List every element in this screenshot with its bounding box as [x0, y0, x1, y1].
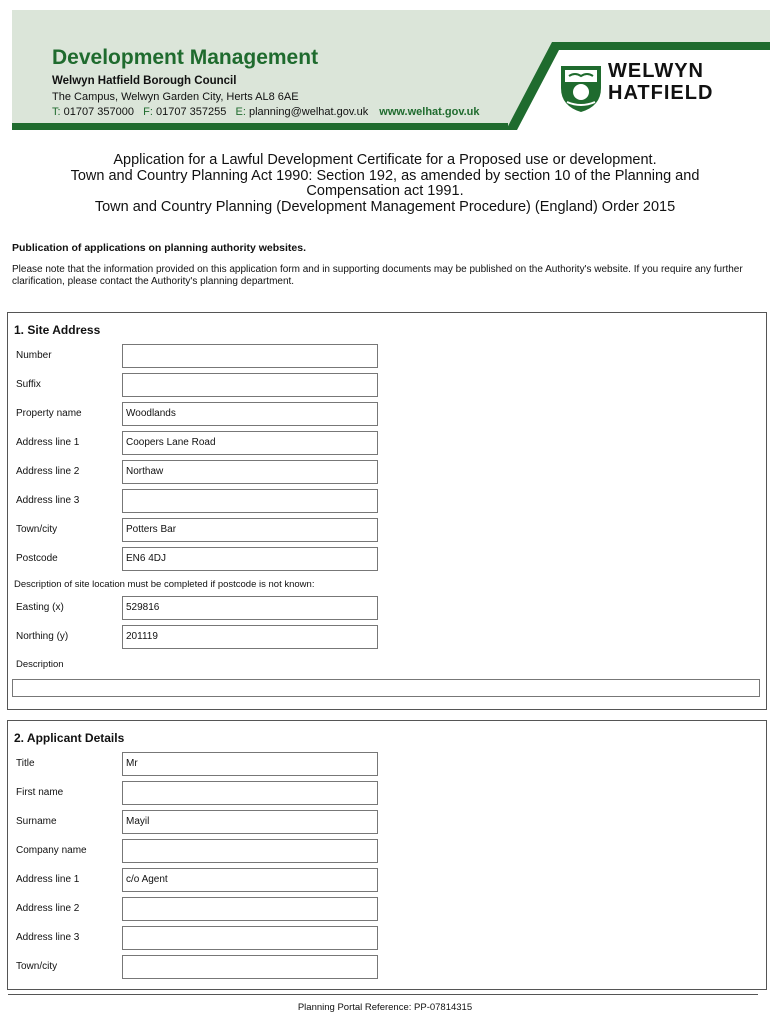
surname-field[interactable]: Mayil: [122, 810, 378, 834]
field-label: Address line 1: [16, 874, 80, 885]
field-row-applicant-address-line-1: [8, 868, 766, 894]
easting-field[interactable]: 529816: [122, 596, 378, 620]
banner-title: Development Management: [52, 46, 319, 69]
field-row-property-name: [8, 402, 766, 428]
field-row-address-line-3: [8, 489, 766, 515]
field-row-address-line-2: [8, 460, 766, 486]
title-field[interactable]: Mr: [122, 752, 378, 776]
publication-text: Please note that the information provided on this application form and in supporting documents may be published on the Authority's website. If you require any further clarification, please contact the Authority's planning department.: [12, 264, 743, 287]
field-label: Suffix: [16, 379, 41, 390]
portal-reference: Planning Portal Reference: PP-07814315: [297, 1002, 473, 1013]
field-label: Northing (y): [16, 631, 69, 642]
logo-line-2: HATFIELD: [608, 82, 714, 104]
field-label: Postcode: [16, 553, 58, 564]
applicant-address-line-1-field[interactable]: c/o Agent: [122, 868, 378, 892]
section-title: 2. Applicant Details: [14, 731, 125, 745]
field-row-surname: [8, 810, 766, 836]
phone-label: T:: [52, 106, 61, 118]
applicant-town-city-field[interactable]: [122, 955, 378, 979]
field-row-first-name: [8, 781, 766, 807]
suffix-field[interactable]: [122, 373, 378, 397]
number-field[interactable]: [122, 344, 378, 368]
field-row-applicant-address-line-2: [8, 897, 766, 923]
council-name: Welwyn Hatfield Borough Council: [52, 75, 237, 87]
website-link[interactable]: www.welhat.gov.uk: [379, 106, 480, 118]
fax-number: 01707 357255: [156, 106, 227, 118]
logo-wordmark: [608, 60, 713, 104]
field-label: Address line 3: [16, 932, 80, 943]
location-note: Description of site location must be completed if postcode is not known:: [14, 579, 315, 590]
fax-label: F:: [143, 106, 153, 118]
field-row-town-city: [8, 518, 766, 544]
field-label: Easting (x): [16, 602, 64, 613]
field-label: Address line 3: [16, 495, 80, 506]
field-row-number: [8, 344, 766, 370]
field-label: Property name: [16, 408, 82, 419]
field-row-applicant-address-line-3: [8, 926, 766, 952]
council-shield-icon: [559, 62, 603, 114]
council-address: The Campus, Welwyn Garden City, Herts AL8 6AE: [52, 91, 299, 103]
field-row-address-line-1: [8, 431, 766, 457]
field-label: First name: [16, 787, 64, 798]
applicant-address-line-2-field[interactable]: [122, 897, 378, 921]
first-name-field[interactable]: [122, 781, 378, 805]
field-label: Address line 1: [16, 437, 80, 448]
applicant-details-section: [7, 720, 767, 990]
address-line-2-field[interactable]: Northaw: [122, 460, 378, 484]
email-label: E:: [235, 106, 246, 118]
field-row-easting: [8, 596, 766, 622]
northing-field[interactable]: 201119: [122, 625, 378, 649]
field-row-northing: [8, 625, 766, 651]
address-line-3-field[interactable]: [122, 489, 378, 513]
email-link[interactable]: planning@welhat.gov.uk: [249, 106, 369, 118]
field-row-title: [8, 752, 766, 778]
field-label: Address line 2: [16, 903, 80, 914]
company-name-field[interactable]: [122, 839, 378, 863]
description-label: Description: [16, 659, 64, 670]
field-row-company-name: [8, 839, 766, 865]
field-label: Surname: [16, 816, 57, 827]
description-field[interactable]: [12, 679, 760, 697]
section-title: 1. Site Address: [14, 323, 101, 337]
field-label: Title: [16, 758, 35, 769]
heading-line-3: Compensation act 1991.: [306, 183, 464, 199]
form-heading: [20, 153, 750, 215]
town-city-field[interactable]: Potters Bar: [122, 518, 378, 542]
field-row-suffix: [8, 373, 766, 399]
site-address-section: [7, 312, 767, 710]
field-row-applicant-town-city: [8, 955, 766, 981]
property-name-field[interactable]: Woodlands: [122, 402, 378, 426]
field-label: Town/city: [16, 524, 58, 535]
heading-line-2: Town and Country Planning Act 1990: Section 192, as amended by section 10 of the Planning and: [70, 167, 700, 184]
heading-line-1: Application for a Lawful Development Certificate for a Proposed use or development.: [113, 152, 657, 168]
heading-line-4: Town and Country Planning (Development Management Procedure) (England) Order 2015: [94, 198, 676, 215]
field-label: Number: [16, 350, 52, 361]
contact-line: [52, 106, 480, 118]
logo-line-1: WELWYN: [608, 60, 704, 82]
footer-divider: [8, 994, 758, 995]
field-label: Company name: [16, 845, 87, 856]
field-row-postcode: [8, 547, 766, 573]
publication-title: Publication of applications on planning authority websites.: [12, 242, 307, 254]
applicant-address-line-3-field[interactable]: [122, 926, 378, 950]
field-label: Town/city: [16, 961, 58, 972]
postcode-field[interactable]: EN6 4DJ: [122, 547, 378, 571]
address-line-1-field[interactable]: Coopers Lane Road: [122, 431, 378, 455]
field-label: Address line 2: [16, 466, 80, 477]
phone-number: 01707 357000: [63, 106, 134, 118]
